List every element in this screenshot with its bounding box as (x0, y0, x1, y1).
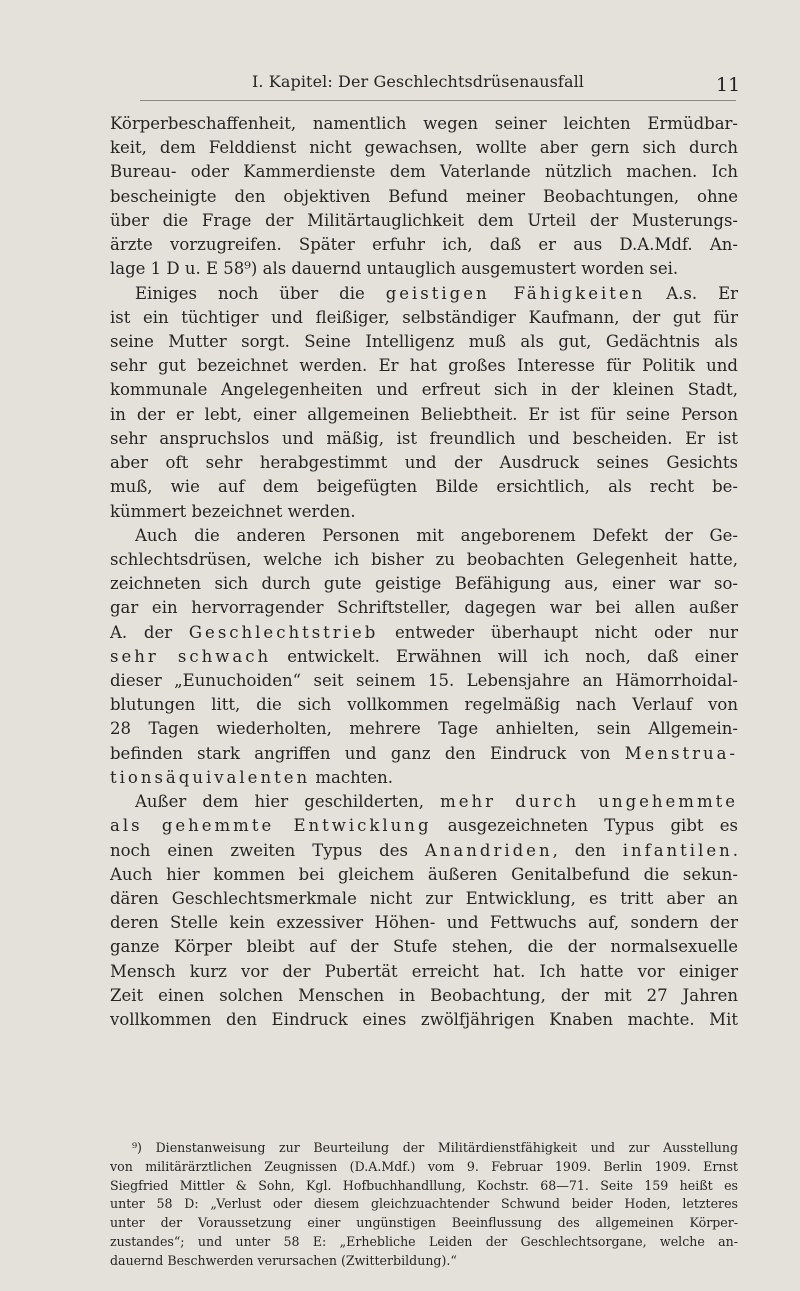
text-line: Mensch kurz vor der Pubertät erreicht hat. Ich hatte vor einiger (110, 961, 738, 981)
text-line: keit, dem Felddienst nicht gewachsen, wollte aber gern sich durch (110, 138, 738, 158)
text-line: sehr gut bezeichnet werden. Er hat großes Interesse für Politik und (110, 356, 738, 376)
text-line: deren Stelle kein exzessiver Höhen- und Fettwuchs auf, sondern der (110, 913, 738, 933)
text-line: sehr schwach entwickelt. Erwähnen will ich noch, daß einer (110, 646, 738, 666)
footnote-line: ⁹) Dienstanweisung zur Beurteilung der Militärdienstfähigkeit und zur Ausstellung (132, 1140, 738, 1155)
footnote-line: zustandes“; und unter 58 E: „Erhebliche Leiden der Geschlechtsorgane, welche an- (110, 1233, 738, 1249)
text-line: befinden stark angriffen und ganz den Eindruck von Menstrua- (110, 743, 738, 763)
text-line: Auch die anderen Personen mit angeborenem Defekt der Ge- (135, 525, 738, 545)
text-line: 28 Tagen wiederholten, mehrere Tage anhielten, sein Allgemein- (110, 719, 738, 739)
page-number: 11 (716, 74, 741, 96)
text-line: Körperbeschaffenheit, namentlich wegen seiner leichten Ermüdbar- (110, 114, 738, 133)
text-line: schlechtsdrüsen, welche ich bisher zu beobachten Gelegenheit hatte, (110, 549, 738, 569)
text-line: ganze Körper bleibt auf der Stufe stehen, die der normalsexuelle (110, 937, 738, 957)
text-line: über die Frage der Militärtauglichkeit dem Urteil der Musterungs- (110, 210, 738, 230)
text-line: kommunale Angelegenheiten und erfreut sich in der kleinen Stadt, (110, 380, 738, 400)
text-line: vollkommen den Eindruck eines zwölfjährigen Knaben machte. Mit (110, 1010, 738, 1030)
text-line: Außer dem hier geschilderten, mehr durch ungehemmte (135, 792, 738, 812)
footnote-line: dauernd Beschwerden verursachen (Zwitterbildung).“ (110, 1252, 457, 1268)
text-line: blutungen litt, die sich vollkommen regelmäßig nach Verlauf von (110, 695, 738, 715)
text-line: muß, wie auf dem beigefügten Bilde ersichtlich, als recht be- (110, 477, 738, 497)
footnote (110, 1139, 738, 1271)
text-line: Bureau- oder Kammerdienste dem Vaterlande nützlich machen. Ich (110, 162, 738, 182)
footnote-line: unter der Voraussetzung einer ungünstigen Beeinflussung des allgemeinen Körper- (110, 1215, 738, 1231)
text-line: als gehemmte Entwicklung ausgezeichneten Typus gibt es (110, 816, 738, 836)
text-line: ärzte vorzugreifen. Später erfuhr ich, daß er aus D.A.Mdf. An- (110, 235, 738, 255)
text-line: dären Geschlechtsmerkmale nicht zur Entwicklung, es tritt aber an (110, 889, 738, 908)
header-rule (140, 100, 736, 101)
footnote-line: unter 58 D: „Verlust oder diesem gleichzuachtender Schwund beider Hoden, letzteres (110, 1196, 738, 1212)
text-line: sehr anspruchslos und mäßig, ist freundlich und bescheiden. Er ist (110, 428, 738, 448)
text-line: zeichneten sich durch gute geistige Befähigung aus, einer war so- (110, 574, 738, 594)
running-head: I. Kapitel: Der Geschlechtsdrüsenausfall (252, 72, 585, 91)
text-line: dieser „Eunuchoiden“ seit seinem 15. Lebensjahre an Hämorrhoidal- (110, 671, 738, 691)
page-header (0, 0, 800, 100)
text-line: seine Mutter sorgt. Seine Intelligenz muß als gut, Gedächtnis als (110, 331, 738, 351)
text-line: Auch hier kommen bei gleichem äußeren Genitalbefund die sekun- (110, 864, 738, 884)
text-line: in der er lebt, einer allgemeinen Beliebtheit. Er ist für seine Person (110, 404, 738, 424)
text-line: noch einen zweiten Typus des Anandriden, den infantilen. (110, 840, 738, 860)
text-line: kümmert bezeichnet werden. (110, 501, 356, 521)
text-line: Zeit einen solchen Menschen in Beobachtung, der mit 27 Jahren (110, 985, 738, 1005)
text-line: ist ein tüchtiger und fleißiger, selbständiger Kaufmann, der gut für (110, 307, 738, 327)
footnote-line: von militärärztlichen Zeugnissen (D.A.Mdf.) vom 9. Februar 1909. Berlin 1909. Ernst (110, 1158, 738, 1174)
text-line: Einiges noch über die geistigen Fähigkeiten A.s. Er (135, 283, 739, 303)
body-text (110, 112, 738, 1032)
text-line: tionsäquivalenten machten. (110, 767, 393, 787)
text-line: gar ein hervorragender Schriftsteller, dagegen war bei allen außer (110, 598, 738, 618)
text-line: A. der Geschlechtstrieb entweder überhaupt nicht oder nur (110, 622, 738, 642)
footnote-line: Siegfried Mittler & Sohn, Kgl. Hofbuchhandllung, Kochstr. 68—71. Seite 159 heißt es (110, 1177, 738, 1193)
text-line: bescheinigte den objektiven Befund meiner Beobachtungen, ohne (110, 186, 738, 206)
text-line: aber oft sehr herabgestimmt und der Ausdruck seines Gesichts (110, 453, 738, 473)
text-line: lage 1 D u. E 58⁹) als dauernd untauglich ausgemustert worden sei. (110, 259, 679, 279)
